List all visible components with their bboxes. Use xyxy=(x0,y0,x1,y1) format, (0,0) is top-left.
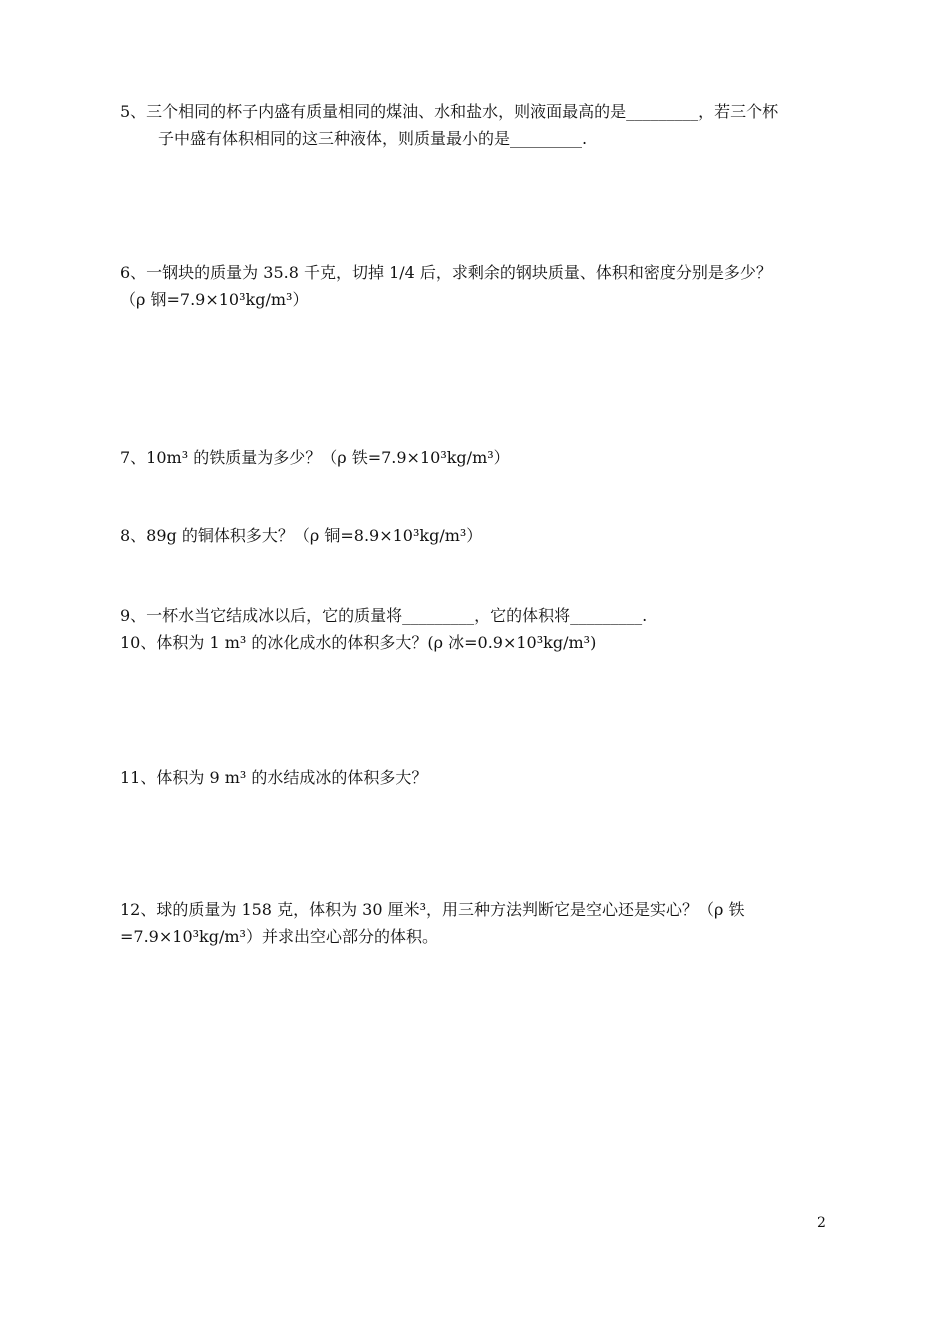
question-11-line-1: 11、体积为 9 m³ 的水结成冰的体积多大？ xyxy=(120,768,428,787)
question-5-line-2: 子中盛有体积相同的这三种液体，则质量最小的是_________. xyxy=(158,129,588,148)
question-9-line-1: 9、一杯水当它结成冰以后，它的质量将_________，它的体积将_________. xyxy=(120,606,648,625)
question-6-line-1: 6、一钢块的质量为 35.8 千克，切掉 1/4 后，求剩余的钢块质量、体积和密度分别是多少？ xyxy=(120,263,772,282)
question-6 xyxy=(120,259,835,313)
question-12-line-1: 12、球的质量为 158 克，体积为 30 厘米³，用三种方法判断它是空心还是实心？（ρ 铁 xyxy=(120,900,745,919)
question-7-line-1: 7、10m³ 的铁质量为多少？（ρ 铁=7.9×10³kg/m³） xyxy=(120,448,510,467)
question-8 xyxy=(120,522,835,549)
question-7 xyxy=(120,444,835,471)
question-12 xyxy=(120,896,835,950)
question-8-line-1: 8、89g 的铜体积多大？（ρ 铜=8.9×10³kg/m³） xyxy=(120,526,483,545)
question-10 xyxy=(120,629,835,656)
question-10-line-1: 10、体积为 1 m³ 的冰化成水的体积多大？(ρ 冰=0.9×10³kg/m³) xyxy=(120,633,597,652)
question-6-line-2: （ρ 钢=7.9×10³kg/m³） xyxy=(120,290,309,309)
question-5-line-1: 5、三个相同的杯子内盛有质量相同的煤油、水和盐水，则液面最高的是_________，若三个杯 xyxy=(120,102,779,121)
question-12-line-2: =7.9×10³kg/m³）并求出空心部分的体积。 xyxy=(120,927,438,946)
question-5 xyxy=(120,98,835,152)
page-number: 2 xyxy=(817,1215,826,1231)
question-11 xyxy=(120,764,835,791)
question-9 xyxy=(120,602,835,629)
